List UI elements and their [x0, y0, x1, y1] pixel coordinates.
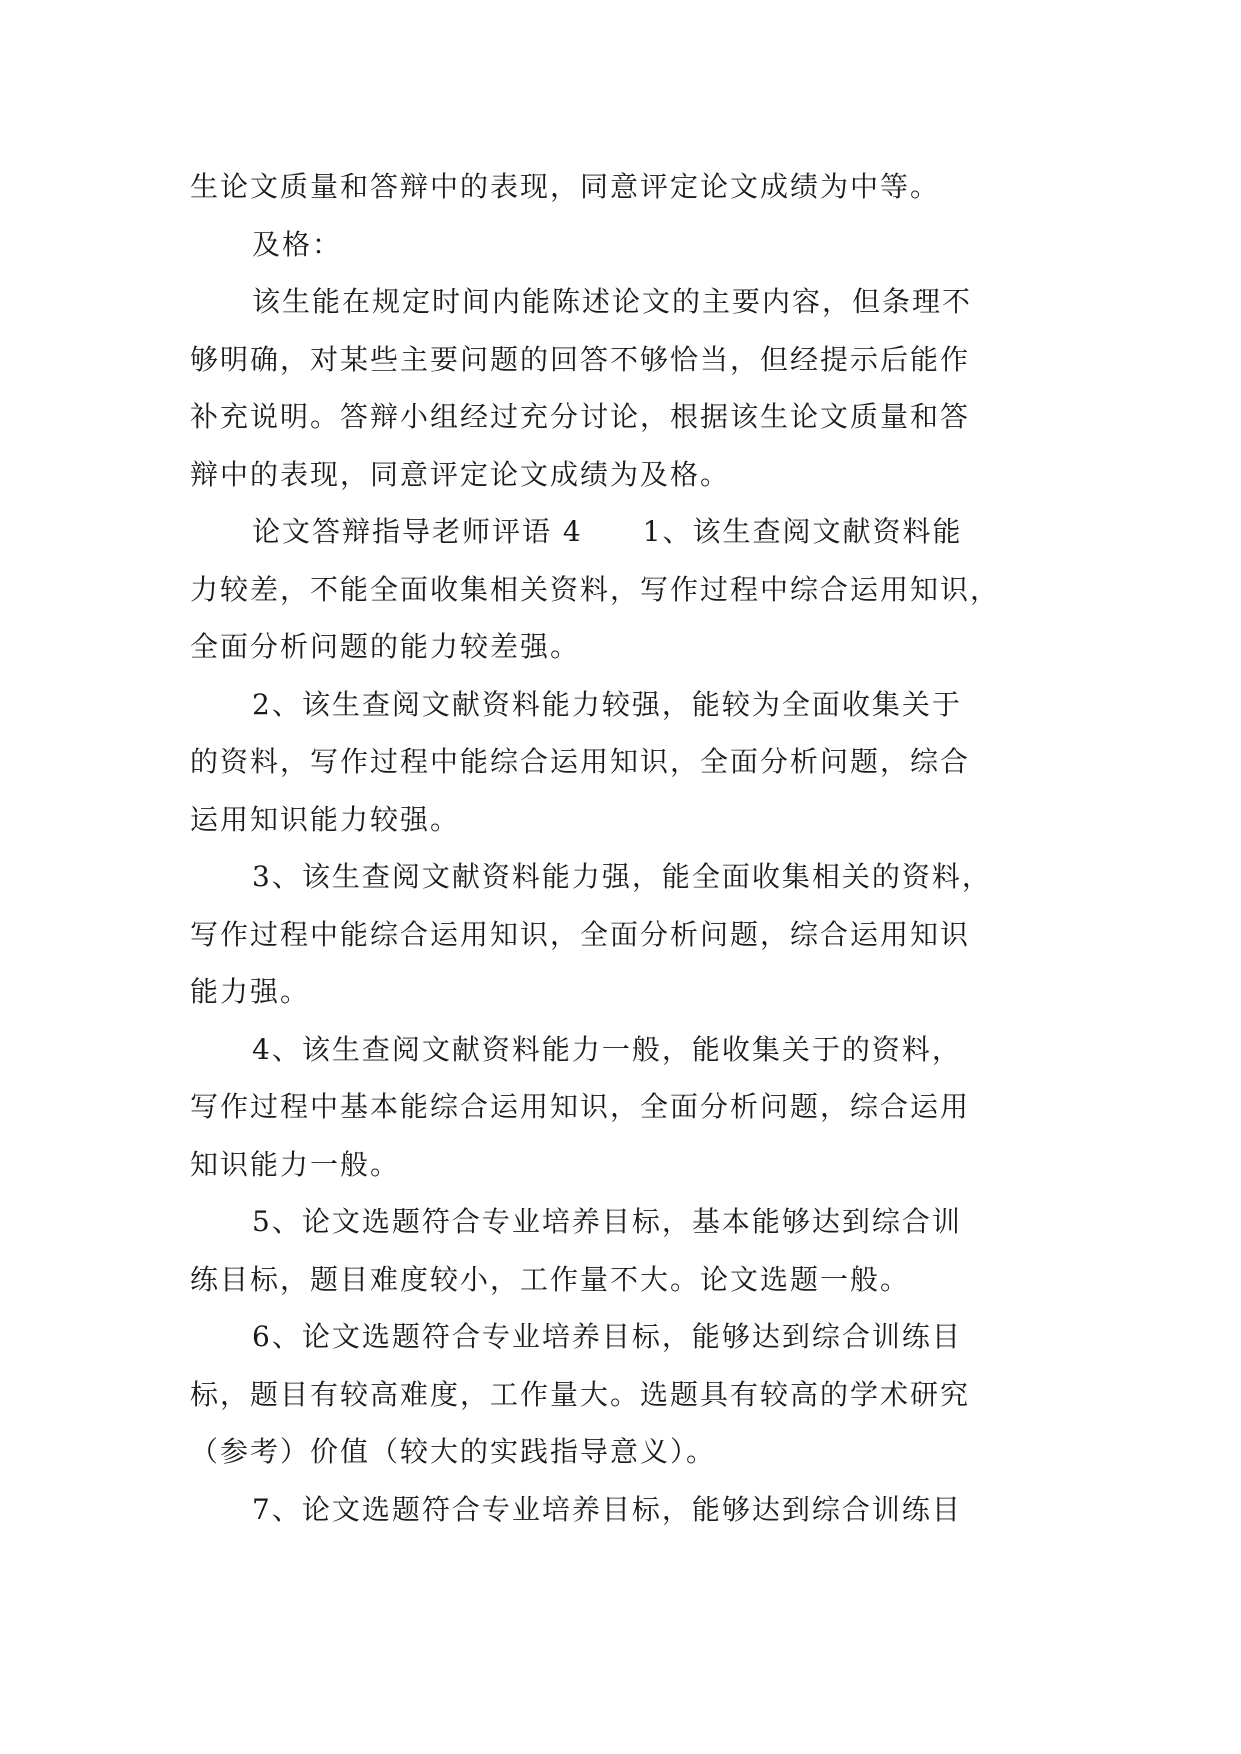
text-line: 生论文质量和答辩中的表现，同意评定论文成绩为中等。 — [190, 170, 941, 203]
text-line: 辩中的表现，同意评定论文成绩为及格。 — [190, 457, 731, 491]
text-line: 论文答辩指导老师评语 4 1、该生查阅文献资料能 — [252, 515, 963, 548]
text-line: 力较差，不能全面收集相关资料，写作过程中综合运用知识， — [190, 572, 1001, 606]
text-line: 该生能在规定时间内能陈述论文的主要内容，但条理不 — [252, 285, 973, 318]
text-line: 3、该生查阅文献资料能力强，能全面收集相关的资料， — [252, 860, 992, 893]
text-line: 的资料，写作过程中能综合运用知识，全面分析问题，综合 — [190, 745, 971, 778]
text-line: 4、该生查阅文献资料能力一般，能收集关于的资料， — [252, 1032, 962, 1066]
text-line: 2、该生查阅文献资料能力较强，能较为全面收集关于 — [252, 687, 962, 721]
text-line: 写作过程中能综合运用知识，全面分析问题，综合运用知识 — [190, 917, 971, 951]
text-line: 运用知识能力较强。 — [190, 802, 461, 836]
text-line: 6、论文选题符合专业培养目标，能够达到综合训练目 — [252, 1320, 962, 1353]
text-line: 练目标，题目难度较小，工作量不大。论文选题一般。 — [190, 1262, 911, 1296]
text-line: （参考）价值（较大的实践指导意义）。 — [190, 1435, 717, 1468]
text-line: 全面分析问题的能力较差强。 — [190, 630, 581, 663]
text-line: 写作过程中基本能综合运用知识，全面分析问题，综合运用 — [190, 1090, 971, 1123]
text-line: 知识能力一般。 — [190, 1147, 401, 1181]
text-line: 补充说明。答辩小组经过充分讨论，根据该生论文质量和答 — [190, 400, 971, 433]
text-line: 够明确，对某些主要问题的回答不够恰当，但经提示后能作 — [190, 342, 971, 376]
text-line: 7、论文选题符合专业培养目标，能够达到综合训练目 — [252, 1492, 962, 1526]
text-line: 能力强。 — [190, 975, 311, 1008]
text-line: 5、论文选题符合专业培养目标，基本能够达到综合训 — [252, 1205, 962, 1238]
text-line: 标，题目有较高难度，工作量大。选题具有较高的学术研究 — [190, 1377, 971, 1411]
text-line: 及格： — [252, 227, 343, 261]
document-body — [190, 158, 1060, 1538]
